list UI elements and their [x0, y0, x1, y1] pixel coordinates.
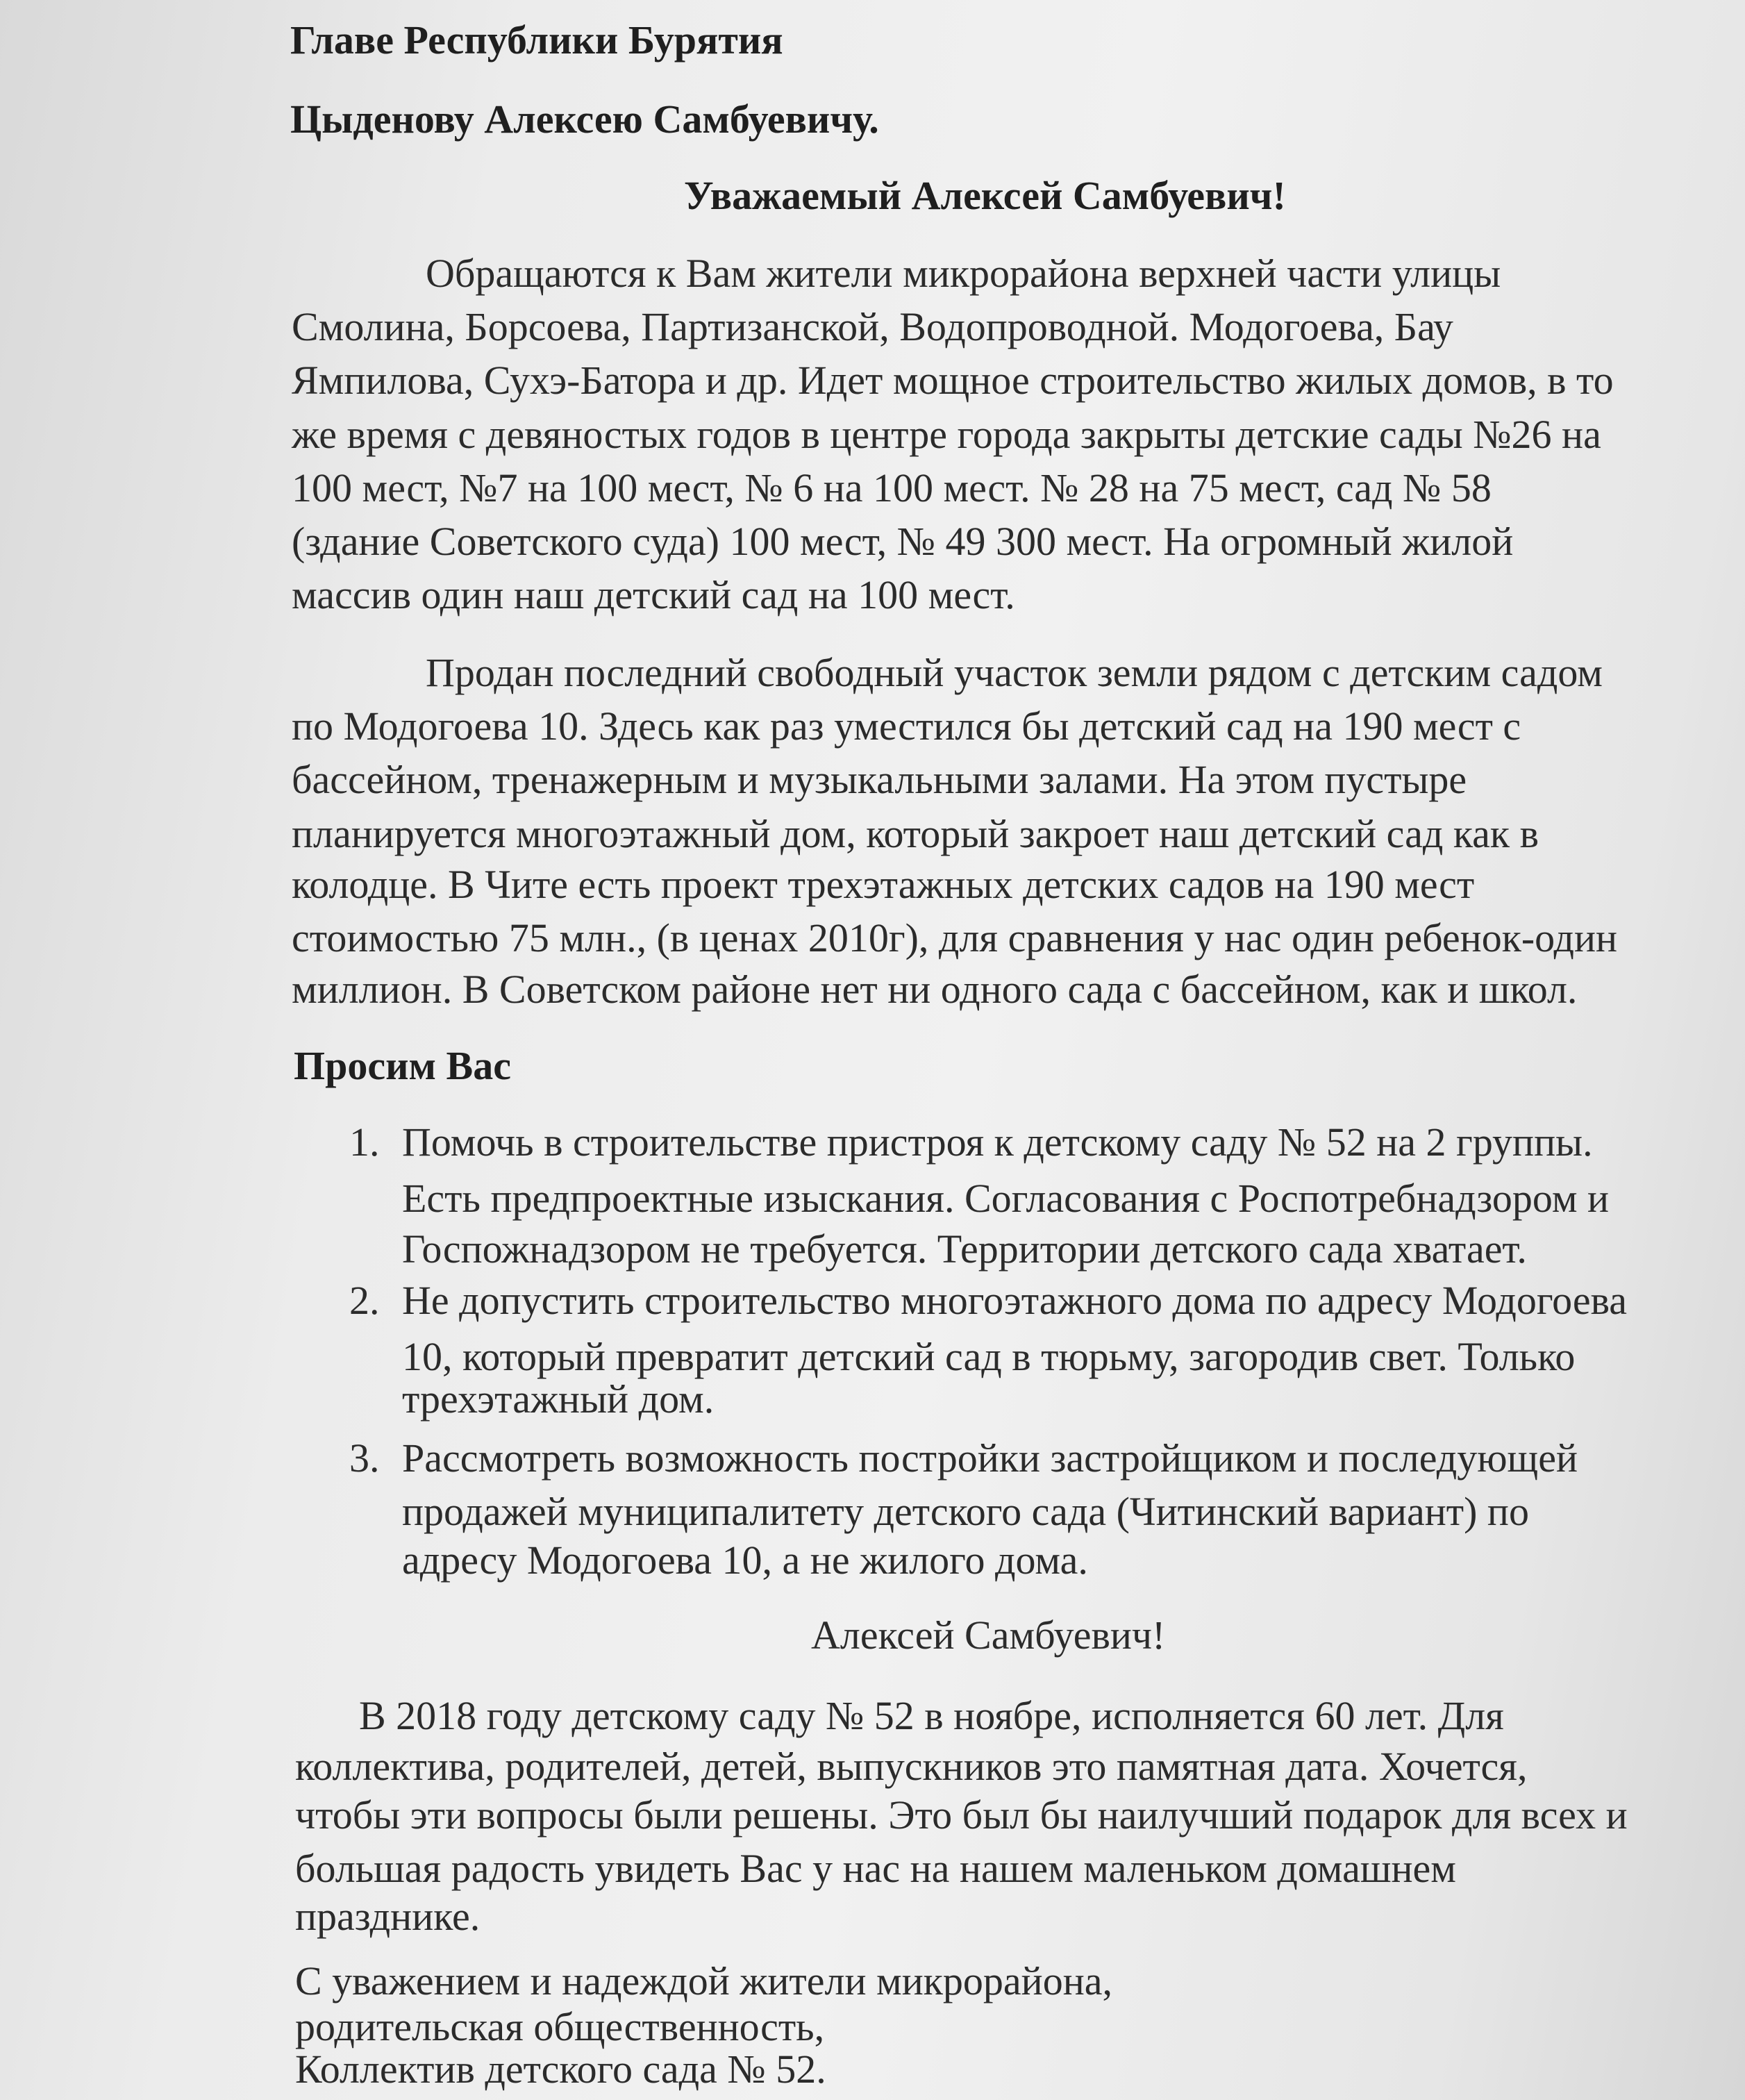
closing-line: родительская общественность, — [295, 2004, 825, 2049]
paragraph-3-line: празднике. — [295, 1894, 481, 1939]
greeting-2: Алексей Самбуевич! — [811, 1612, 1166, 1658]
request-line: Рассмотреть возможность постройки застройщиком и последующей — [402, 1435, 1578, 1481]
paragraph-3-line: В 2018 году детскому саду № 52 в ноябре, исполняется 60 лет. Для — [359, 1693, 1504, 1738]
request-line: Госпожнадзором не требуется. Территории детского сада хватает. — [402, 1226, 1527, 1272]
addressee-line: Цыденову Алексею Самбуевичу. — [290, 97, 879, 142]
paragraph-2-line: Продан последний свободный участок земли рядом с детским садом — [426, 650, 1603, 695]
paragraph-3-line: большая радость увидеть Вас у нас на нашем маленьком домашнем — [295, 1846, 1456, 1891]
request-line: адресу Модогоева 10, а не жилого дома. — [402, 1538, 1088, 1583]
request-heading: Просим Вас — [294, 1043, 511, 1088]
addressee-line: Главе Республики Бурятия — [290, 17, 783, 62]
closing-line: Коллектив детского сада № 52. — [295, 2047, 826, 2092]
request-line: трехэтажный дом. — [402, 1376, 715, 1422]
paragraph-1-line: Обращаются к Вам жители микрорайона верхней части улицы — [426, 251, 1501, 296]
paragraph-2-line: миллион. В Советском районе нет ни одного сада с бассейном, как и школ. — [292, 967, 1578, 1012]
request-line: продажей муниципалитету детского сада (Читинский вариант) по — [402, 1489, 1529, 1534]
paragraph-1-line: 100 мест, №7 на 100 мест, № 6 на 100 мест. № 28 на 75 мест, сад № 58 — [292, 465, 1492, 510]
paragraph-1-line: Смолина, Борсоева, Партизанской, Водопроводной. Модогоева, Бау — [292, 304, 1453, 349]
request-number: 1. — [349, 1119, 380, 1165]
greeting: Уважаемый Алексей Самбуевич! — [684, 173, 1286, 218]
request-line: 10, который превратит детский сад в тюрьму, загородив свет. Только — [402, 1334, 1576, 1379]
closing-line: С уважением и надеждой жители микрорайона, — [295, 1958, 1112, 2003]
paragraph-1-line: массив один наш детский сад на 100 мест. — [292, 572, 1015, 617]
paragraph-1-line: же время с девяностых годов в центре города закрыты детские сады №26 на — [292, 412, 1601, 457]
paragraph-2-line: колодце. В Чите есть проект трехэтажных детских садов на 190 мест — [292, 862, 1475, 907]
request-line: Есть предпроектные изыскания. Согласования с Роспотребнадзором и — [402, 1176, 1610, 1221]
paragraph-2-line: стоимостью 75 млн., (в ценах 2010г), для сравнения у нас один ребенок-один — [292, 915, 1618, 960]
paragraph-1-line: (здание Советского суда) 100 мест, № 49 300 мест. На огромный жилой — [292, 519, 1514, 564]
paragraph-3-line: коллектива, родителей, детей, выпускников это памятная дата. Хочется, — [295, 1744, 1528, 1789]
paragraph-2-line: бассейном, тренажерным и музыкальными залами. На этом пустыре — [292, 757, 1467, 802]
request-line: Не допустить строительство многоэтажного дома по адресу Модогоева — [402, 1278, 1627, 1323]
paragraph-2-line: по Модогоева 10. Здесь как раз уместился бы детский сад на 190 мест с — [292, 703, 1521, 749]
request-number: 3. — [349, 1435, 380, 1481]
request-number: 2. — [349, 1278, 380, 1323]
request-line: Помочь в строительстве пристроя к детскому саду № 52 на 2 группы. — [402, 1119, 1593, 1165]
paragraph-1-line: Ямпилова, Сухэ-Батора и др. Идет мощное строительство жилых домов, в то — [292, 358, 1614, 403]
paragraph-2-line: планируется многоэтажный дом, который закроет наш детский сад как в — [292, 811, 1539, 856]
paragraph-3-line: чтобы эти вопросы были решены. Это был бы наилучший подарок для всех и — [295, 1792, 1628, 1838]
